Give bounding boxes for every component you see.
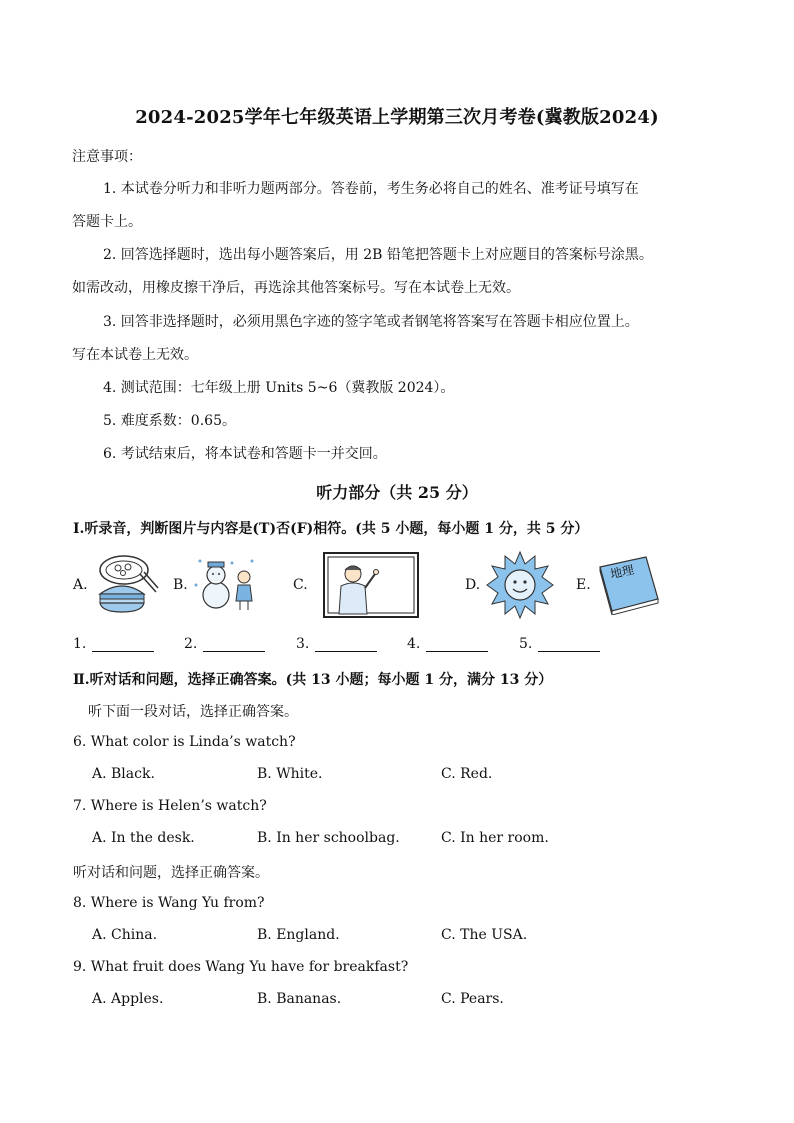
q8-option-a[interactable]: A. China. <box>92 927 158 943</box>
snowman-kids-icon <box>192 555 260 617</box>
food-plate-icon <box>92 552 160 618</box>
notice-item-5: 5. 难度系数：0.65。 <box>103 413 236 429</box>
notice-item-1-cont: 答题卡上。 <box>72 214 142 230</box>
notice-item-4: 4. 测试范围：七年级上册 Units 5~6（冀教版 2024）。 <box>103 380 455 396</box>
answer-blank-5[interactable] <box>519 636 600 652</box>
part1-title: Ⅰ.听录音，判断图片与内容是(T)否(F)相符。(共 5 小题，每小题 1 分，共 5 分） <box>73 521 589 537</box>
notice-item-3-cont: 写在本试卷上无效。 <box>72 347 198 363</box>
q6-option-a[interactable]: A. Black. <box>92 766 155 782</box>
q6-option-b[interactable]: B. White. <box>257 766 323 782</box>
part2-intro-2: 听对话和问题，选择正确答案。 <box>73 865 269 881</box>
question-9: 9. What fruit does Wang Yu have for breakfast? <box>73 959 409 975</box>
q7-option-c[interactable]: C. In her room. <box>441 830 549 846</box>
q8-option-b[interactable]: B. England. <box>257 927 340 943</box>
q6-option-c[interactable]: C. Red. <box>441 766 493 782</box>
geography-book-icon <box>596 553 662 615</box>
notice-heading: 注意事项： <box>72 149 142 165</box>
part2-intro-1: 听下面一段对话，选择正确答案。 <box>88 704 298 720</box>
notice-item-3: 3. 回答非选择题时，必须用黑色字迹的签字笔或者钢笔将答案写在答题卡相应位置上。 <box>103 314 639 330</box>
notice-item-2: 2. 回答选择题时，选出每小题答案后，用 2B 铅笔把答题卡上对应题目的答案标号涂黑。 <box>103 247 653 263</box>
blank-number: 4. <box>407 636 421 652</box>
blank-number: 2. <box>184 636 198 652</box>
listening-section-title: 听力部分（共 25 分） <box>316 483 478 502</box>
blank-number: 5. <box>519 636 533 652</box>
exam-title: 2024-2025学年七年级英语上学期第三次月考卷(冀教版2024) <box>135 107 659 128</box>
q8-option-c[interactable]: C. The USA. <box>441 927 528 943</box>
picture-label-a: A. <box>73 577 88 593</box>
q7-option-a[interactable]: A. In the desk. <box>92 830 195 846</box>
picture-label-d: D. <box>465 577 481 593</box>
notice-item-6: 6. 考试结束后，将本试卷和答题卡一并交回。 <box>103 446 387 462</box>
notice-item-1: 1. 本试卷分听力和非听力题两部分。答卷前，考生务必将自己的姓名、准考证号填写在 <box>103 181 639 197</box>
blank-number: 1. <box>73 636 87 652</box>
q9-option-a[interactable]: A. Apples. <box>92 991 164 1007</box>
teacher-board-icon <box>323 552 419 622</box>
question-8: 8. Where is Wang Yu from? <box>73 895 265 911</box>
question-6: 6. What color is Linda’s watch? <box>73 734 296 750</box>
blank-number: 3. <box>296 636 310 652</box>
answer-blank-2[interactable] <box>184 636 265 652</box>
q7-option-b[interactable]: B. In her schoolbag. <box>257 830 400 846</box>
book-title-text: 地理 <box>608 562 636 582</box>
q9-option-c[interactable]: C. Pears. <box>441 991 504 1007</box>
question-7: 7. Where is Helen’s watch? <box>73 798 267 814</box>
sun-icon <box>485 550 555 624</box>
picture-label-b: B. <box>173 577 188 593</box>
q9-option-b[interactable]: B. Bananas. <box>257 991 342 1007</box>
answer-blank-1[interactable] <box>73 636 154 652</box>
picture-label-e: E. <box>576 577 591 593</box>
answer-blank-4[interactable] <box>407 636 488 652</box>
notice-item-2-cont: 如需改动，用橡皮擦干净后，再选涂其他答案标号。写在本试卷上无效。 <box>72 280 520 296</box>
picture-label-c: C. <box>293 577 308 593</box>
part2-title: Ⅱ.听对话和问题，选择正确答案。(共 13 小题；每小题 1 分，满分 13 分） <box>73 672 553 688</box>
answer-blank-3[interactable] <box>296 636 377 652</box>
